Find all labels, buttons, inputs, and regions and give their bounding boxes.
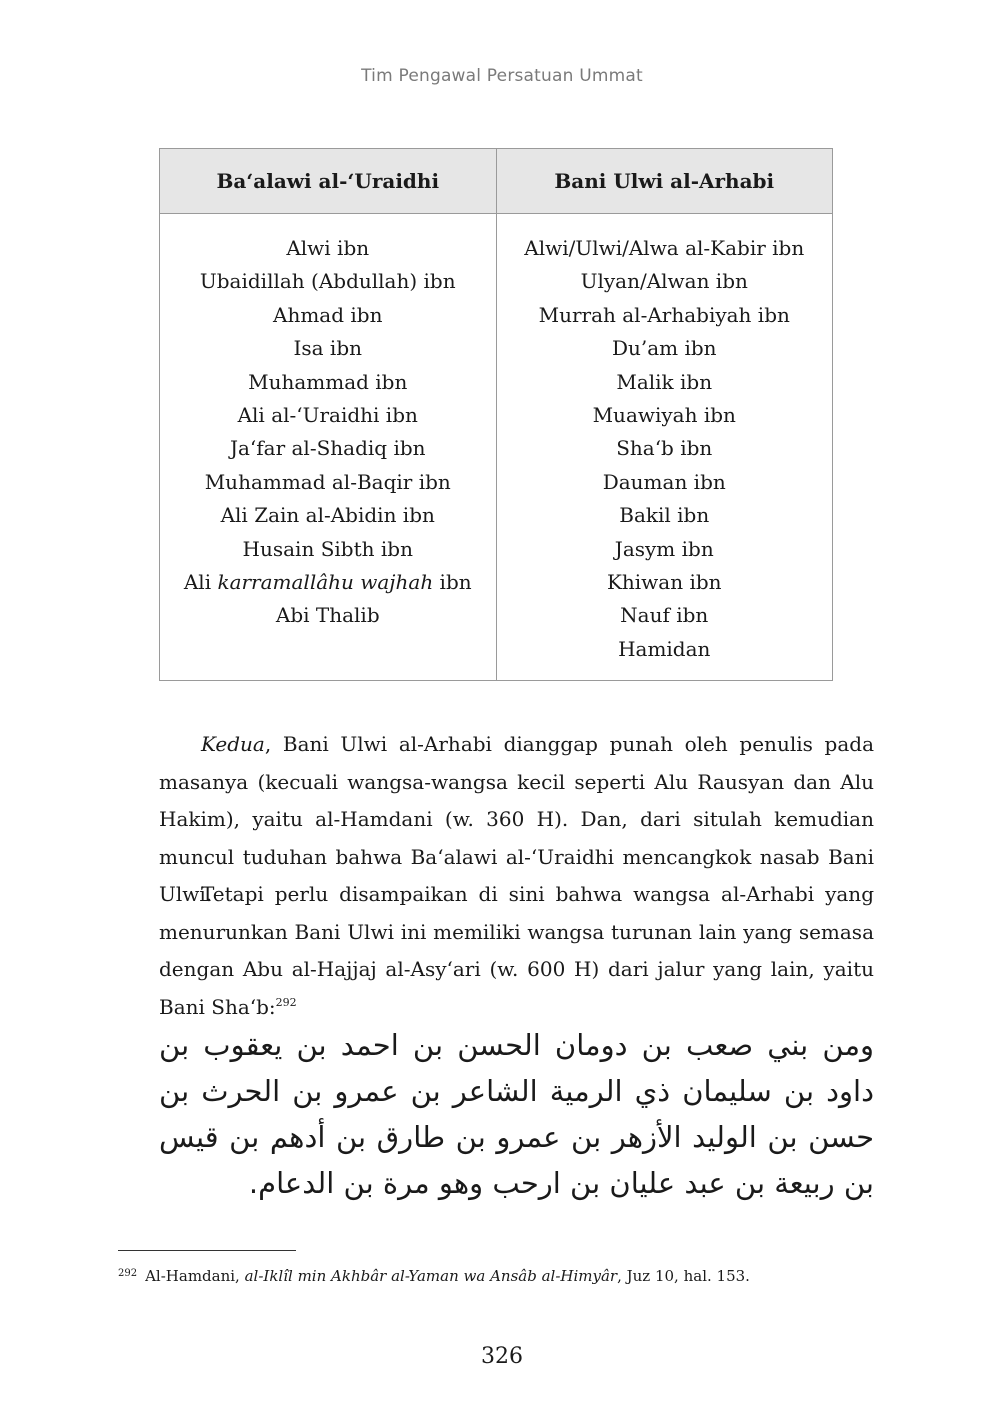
lineage-name: Ali al-‘Uraidhi ibn	[237, 402, 418, 427]
lineage-name: Ulyan/Alwan ibn	[580, 269, 748, 294]
lineage-name-honorific: karramallâhu wajhah	[217, 569, 434, 594]
footnote-number: 292	[118, 1268, 138, 1279]
paragraph-text: , Bani Ulwi al-Arhabi dianggap punah oleh penulis pada masanya (kecuali wangsa-wangsa kecil seperti Alu Rausyan dan Alu Hakim), yaitu al-Hamdani (w. 360 H). Dan, dari situlah kemudian muncul tuduhan bahwa Ba‘alawi al-‘Uraidhi mencangkok nasab Bani Ulwi.	[159, 732, 874, 906]
baalawi-lineage-cell	[160, 214, 497, 681]
lineage-name: Khiwan ibn	[606, 569, 722, 594]
lineage-name: Alwi/Ulwi/Alwa al-Kabir ibn	[524, 236, 805, 260]
arabic-quotation: ومن بني صعب بن دومان الحسن بن احمد بن يعقوب بن داود بن سليمان ذي الرمية الشاعر بن عمرو بن الحرث بن حسن بن الوليد الأزهر بن عمرو بن طارق بن أدهم بن قيس بن ربيعة بن عبد عليان بن ارحب وهو مرة بن الدعام.	[159, 1028, 874, 1200]
lineage-name	[164, 566, 492, 599]
lineage-name: Dauman ibn	[602, 469, 726, 494]
paragraph-lead-italic: Kedua	[201, 732, 265, 756]
lineage-name: Hamidan	[618, 636, 711, 661]
lineage-name: Abi Thalib	[275, 603, 380, 628]
lineage-name-part: ibn	[433, 569, 472, 594]
lineage-name: Bakil ibn	[619, 503, 710, 528]
lineage-name: Ahmad ibn	[273, 302, 383, 327]
right-column-header: Bani Ulwi al-Arhabi	[496, 149, 833, 214]
lineage-name: Muawiyah ibn	[592, 402, 736, 427]
footnote-text: Al-Hamdani,	[145, 1267, 245, 1285]
paragraph-text: Tetapi perlu disampaikan di sini bahwa wangsa al-Arhabi yang menurunkan Bani Ulwi ini memiliki wangsa turunan lain yang semasa dengan Abu al-Hajjaj al-Asy‘ari (w. 600 H) dari jalur yang lain, yaitu Bani Sha‘b:	[159, 882, 874, 1019]
lineage-name: Sha‘b ibn	[616, 436, 713, 461]
table-body-row	[160, 214, 833, 681]
lineage-name: Muhammad ibn	[248, 369, 408, 394]
lineage-name: Nauf ibn	[620, 603, 709, 628]
running-header: Tim Pengawal Persatuan Ummat	[361, 66, 643, 86]
lineage-name: Jasym ibn	[614, 536, 714, 561]
lineage-name: Isa ibn	[293, 336, 363, 361]
lineage-name: Ubaidillah (Abdullah) ibn	[199, 269, 456, 294]
footnote	[118, 1265, 888, 1287]
lineage-comparison-table	[159, 148, 833, 681]
lineage-name: Ali Zain al-Abidin ibn	[220, 503, 435, 528]
left-column-header: Ba‘alawi al-‘Uraidhi	[160, 149, 497, 214]
bani-ulwi-lineage-cell	[496, 214, 833, 681]
lineage-name: Muhammad al-Baqir ibn	[204, 469, 451, 494]
footnote-text: , Juz 10, hal. 153.	[617, 1267, 750, 1285]
footnote-reference[interactable]: 292	[275, 995, 297, 1009]
lineage-name: Alwi ibn	[286, 236, 370, 260]
footnote-divider	[118, 1250, 296, 1251]
body-paragraph-2	[159, 876, 874, 1026]
table-header-row	[160, 149, 833, 214]
footnote-source-title: al-Iklîl min Akhbâr al-Yaman wa Ansâb al-Himyâr	[244, 1267, 618, 1285]
lineage-name: Du’am ibn	[611, 336, 717, 361]
lineage-name: Murrah al-Arhabiyah ibn	[538, 302, 790, 327]
page-number: 326	[481, 1344, 523, 1369]
lineage-name: Ja‘far al-Shadiq ibn	[229, 436, 426, 461]
lineage-name: Malik ibn	[616, 369, 713, 394]
lineage-name: Husain Sibth ibn	[242, 536, 413, 561]
lineage-name-part: Ali	[183, 569, 218, 594]
